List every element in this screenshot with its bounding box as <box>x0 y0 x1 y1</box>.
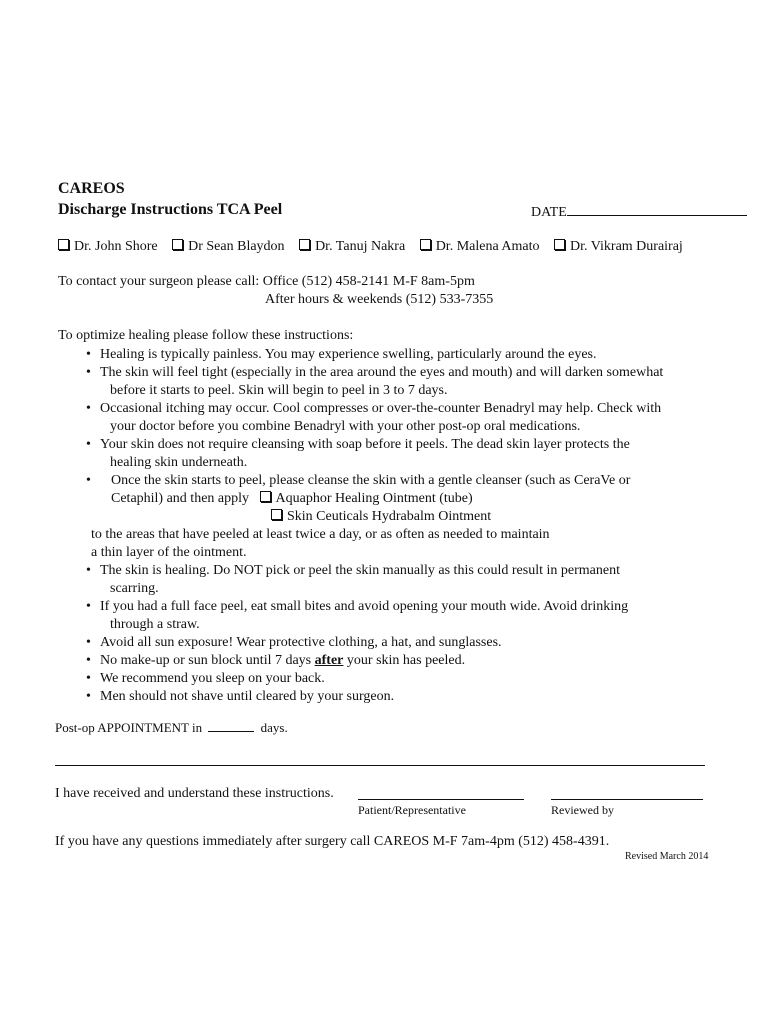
emphasis-after: after <box>314 653 344 668</box>
date-blank[interactable] <box>567 203 747 216</box>
reviewer-signature-line[interactable] <box>551 799 703 800</box>
bullet-icon: • <box>86 653 91 668</box>
date-field[interactable] <box>531 203 747 221</box>
checkbox-icon[interactable] <box>420 239 431 250</box>
apply-line: Cetaphil) and then apply Aquaphor Healing Ointment (tube) <box>111 491 473 506</box>
option-hydrabalm: Skin Ceuticals Hydrabalm Ointment <box>287 509 492 524</box>
acknowledgement-text: I have received and understand these instructions. <box>55 786 334 801</box>
bullet-icon: • <box>86 689 91 704</box>
reviewer-signature-label: Reviewed by <box>551 803 614 817</box>
list-item: • Occasional itching may occur. Cool compresses or over-the-counter Benadryl may help. Check with your doctor before you combine Benadryl with your other post-op oral medications. <box>86 401 662 434</box>
contact-office: To contact your surgeon please call: Office (512) 458-2141 M-F 8am-5pm <box>58 274 475 289</box>
patient-signature-label: Patient/Representative <box>358 803 466 817</box>
surgeon-option-shore[interactable]: Dr. John Shore <box>58 239 158 254</box>
surgeon-option-amato[interactable]: Dr. Malena Amato <box>420 239 540 254</box>
questions-contact: If you have any questions immediately after surgery call CAREOS M-F 7am-4pm (512) 458-4391. <box>55 834 610 849</box>
list-item: • We recommend you sleep on your back. <box>86 671 325 686</box>
document-title: Discharge Instructions TCA Peel <box>58 201 283 218</box>
bullet-icon: • <box>86 437 91 452</box>
option-hydrabalm-line <box>111 508 726 526</box>
option-aquaphor: Aquaphor Healing Ointment (tube) <box>275 491 473 506</box>
list-item: • Healing is typically painless. You may experience swelling, particularly around the eyes. <box>86 347 597 362</box>
surgeon-option-durairaj[interactable]: Dr. Vikram Durairaj <box>554 239 683 254</box>
contact-after-hours: After hours & weekends (512) 533-7355 <box>265 292 494 307</box>
checkbox-icon[interactable] <box>58 239 69 250</box>
surgeon-option-blaydon[interactable]: Dr Sean Blaydon <box>172 239 284 254</box>
list-item: • Once the skin starts to peel, please cleanse the skin with a gentle cleanser (such as CeraVe or Cetaphil) and then apply Aquaphor Healing Ointment (tube) Skin Ceuticals Hydrabalm Ointment to the areas that have peeled at least twice a day, or as often as needed to maintain a thin layer of the ointment. <box>86 472 726 562</box>
bullet-icon: • <box>86 473 91 488</box>
checkbox-icon[interactable] <box>299 239 310 250</box>
bullet-icon: • <box>86 401 91 416</box>
list-item: • Avoid all sun exposure! Wear protective clothing, a hat, and sunglasses. <box>86 635 502 650</box>
checkbox-icon[interactable] <box>271 509 282 520</box>
list-item: • The skin is healing. Do NOT pick or peel the skin manually as this could result in permanent scarring. <box>86 563 620 596</box>
surgeon-option-nakra[interactable]: Dr. Tanuj Nakra <box>299 239 405 254</box>
bullet-icon: • <box>86 365 91 380</box>
list-item: • No make-up or sun block until 7 days after your skin has peeled. <box>86 653 466 668</box>
divider <box>55 765 705 766</box>
checkbox-icon[interactable] <box>554 239 565 250</box>
bullet-icon: • <box>86 635 91 650</box>
checkbox-icon[interactable] <box>260 491 271 502</box>
instructions-intro: To optimize healing please follow these instructions: <box>58 328 354 343</box>
surgeon-checklist <box>58 239 683 255</box>
instructions-list <box>86 346 726 706</box>
list-item: • The skin will feel tight (especially in the area around the eyes and mouth) and will darken somewhat before it starts to peel. Skin will begin to peel in 3 to 7 days. <box>86 365 664 398</box>
postop-appointment: Post-op APPOINTMENT in days. <box>55 720 288 735</box>
bullet-icon: • <box>86 347 91 362</box>
checkbox-icon[interactable] <box>172 239 183 250</box>
date-label: DATE <box>531 205 567 220</box>
list-item: • Your skin does not require cleansing with soap before it peels. The dead skin layer protects the healing skin underneath. <box>86 437 630 470</box>
org-name: CAREOS <box>58 180 125 197</box>
list-item: • Men should not shave until cleared by your surgeon. <box>86 689 395 704</box>
bullet-icon: • <box>86 599 91 614</box>
revision-date: Revised March 2014 <box>625 851 709 862</box>
bullet-icon: • <box>86 563 91 578</box>
patient-signature-line[interactable] <box>358 799 524 800</box>
list-item: • If you had a full face peel, eat small bites and avoid opening your mouth wide. Avoid drinking through a straw. <box>86 599 629 632</box>
bullet-icon: • <box>86 671 91 686</box>
postop-days-blank[interactable] <box>208 721 254 732</box>
